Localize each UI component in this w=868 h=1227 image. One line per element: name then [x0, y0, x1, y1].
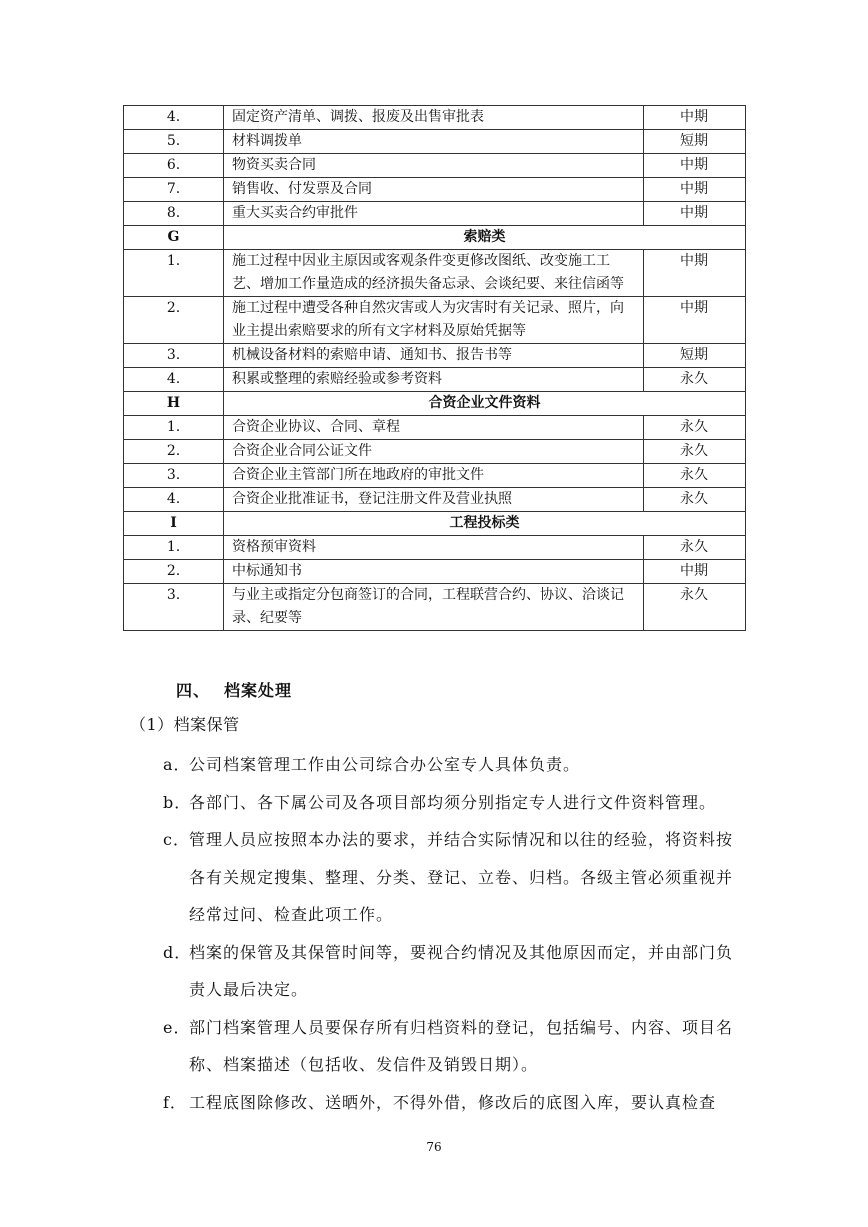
section-code: H [124, 392, 224, 416]
row-number: 7. [124, 178, 224, 202]
item-text: 公司档案管理工作由公司综合办公室专人具体负责。 [189, 755, 581, 774]
row-number: 4. [124, 488, 224, 512]
section-title: 合资企业文件资料 [224, 392, 746, 416]
row-description: 合资企业合同公证文件 [224, 440, 644, 464]
page-number: 76 [426, 1140, 442, 1154]
section-heading [176, 678, 292, 701]
section-number: 四、 [176, 681, 211, 700]
retention-period: 中期 [644, 178, 746, 202]
table-row [124, 344, 746, 368]
table-section-row [124, 226, 746, 250]
table-row [124, 250, 746, 297]
row-description: 物资买卖合同 [224, 154, 644, 178]
section-code: I [124, 512, 224, 536]
table-section-row [124, 392, 746, 416]
item-text: 工程底图除修改、送晒外，不得外借，修改后的底图入库，要认真检查 [189, 1092, 717, 1112]
table-section-row [124, 512, 746, 536]
retention-period: 永久 [644, 368, 746, 392]
table-row [124, 560, 746, 584]
item-text: 管理人员应按照本办法的要求，并结合实际情况和以往的经验，将资料按各有关规定搜集、整理、分类、登记、立卷、归档。各级主管必须重视并经常过问、检查此项工作。 [189, 830, 734, 924]
row-description: 合资企业主管部门所在地政府的审批文件 [224, 464, 644, 488]
row-number: 6. [124, 154, 224, 178]
row-description: 销售收、付发票及合同 [224, 178, 644, 202]
table-row [124, 154, 746, 178]
row-description: 中标通知书 [224, 560, 644, 584]
item-text: 各部门、各下属公司及各项目部均须分别指定专人进行文件资料管理。 [189, 792, 717, 812]
section-title: 工程投标类 [224, 512, 746, 536]
retention-period: 短期 [644, 130, 746, 154]
row-number: 3. [124, 584, 224, 631]
table-row [124, 106, 746, 130]
row-description: 积累或整理的索赔经验或参考资料 [224, 368, 644, 392]
table-row [124, 536, 746, 560]
item-marker: f． [163, 1092, 187, 1112]
section-title: 档案处理 [224, 681, 293, 700]
item-marker: a． [163, 755, 191, 774]
row-number: 4. [124, 368, 224, 392]
retention-period: 永久 [644, 464, 746, 488]
item-marker: b． [163, 792, 192, 812]
retention-period: 中期 [644, 202, 746, 226]
retention-period: 永久 [644, 488, 746, 512]
row-number: 1. [124, 416, 224, 440]
row-number: 2. [124, 440, 224, 464]
row-number: 2. [124, 560, 224, 584]
row-description: 机械设备材料的索赔申请、通知书、报告书等 [224, 344, 644, 368]
section-title: 索赔类 [224, 226, 746, 250]
row-description: 固定资产清单、调拨、报废及出售审批表 [224, 106, 644, 130]
row-description: 重大买卖合约审批件 [224, 202, 644, 226]
table-row [124, 416, 746, 440]
table-row [124, 440, 746, 464]
table-row [124, 584, 746, 631]
retention-period: 永久 [644, 536, 746, 560]
row-number: 1. [124, 536, 224, 560]
row-number: 4. [124, 106, 224, 130]
row-description: 合资企业协议、合同、章程 [224, 416, 644, 440]
section-code: G [124, 226, 224, 250]
row-description: 资格预审资料 [224, 536, 644, 560]
table-row [124, 488, 746, 512]
row-description: 合资企业批准证书，登记注册文件及营业执照 [224, 488, 644, 512]
item-marker: e． [163, 1017, 191, 1037]
retention-period: 永久 [644, 416, 746, 440]
row-number: 3. [124, 344, 224, 368]
row-description: 施工过程中因业主原因或客观条件变更修改图纸、改变施工工艺、增加工作量造成的经济损失备忘录、会谈纪要、来往信函等 [224, 250, 644, 297]
retention-period: 中期 [644, 250, 746, 297]
list-item [163, 746, 743, 784]
item-marker: d． [163, 942, 192, 962]
retention-period: 永久 [644, 440, 746, 464]
item-text: 档案的保管及其保管时间等，要视合约情况及其他原因而定，并由部门负责人最后决定。 [189, 942, 734, 999]
table-row [124, 130, 746, 154]
row-description: 与业主或指定分包商签订的合同，工程联营合约、协议、洽谈记录、纪要等 [224, 584, 644, 631]
archive-retention-table [123, 105, 746, 631]
retention-period: 永久 [644, 584, 746, 631]
retention-period: 中期 [644, 297, 746, 344]
table-row [124, 297, 746, 344]
row-number: 2. [124, 297, 224, 344]
table-row [124, 178, 746, 202]
item-text: 部门档案管理人员要保存所有归档资料的登记，包括编号、内容、项目名称、档案描述（包括收、发信件及销毁日期）。 [189, 1017, 734, 1074]
list-item [163, 784, 743, 822]
list-item [163, 934, 743, 1009]
retention-period: 短期 [644, 344, 746, 368]
row-number: 3. [124, 464, 224, 488]
row-number: 1. [124, 250, 224, 297]
list-item [163, 821, 743, 934]
retention-period: 中期 [644, 560, 746, 584]
row-number: 8. [124, 202, 224, 226]
row-description: 材料调拨单 [224, 130, 644, 154]
retention-period: 中期 [644, 106, 746, 130]
row-number: 5. [124, 130, 224, 154]
item-marker: c． [163, 830, 190, 849]
table-row [124, 368, 746, 392]
table-row [124, 464, 746, 488]
list-item [163, 1009, 743, 1084]
subsection-heading: （1）档案保管 [130, 715, 240, 734]
archive-rules-list [163, 746, 743, 1121]
list-item [163, 1084, 743, 1122]
table-row [124, 202, 746, 226]
retention-period: 中期 [644, 154, 746, 178]
row-description: 施工过程中遭受各种自然灾害或人为灾害时有关记录、照片，向业主提出索赔要求的所有文字材料及原始凭据等 [224, 297, 644, 344]
